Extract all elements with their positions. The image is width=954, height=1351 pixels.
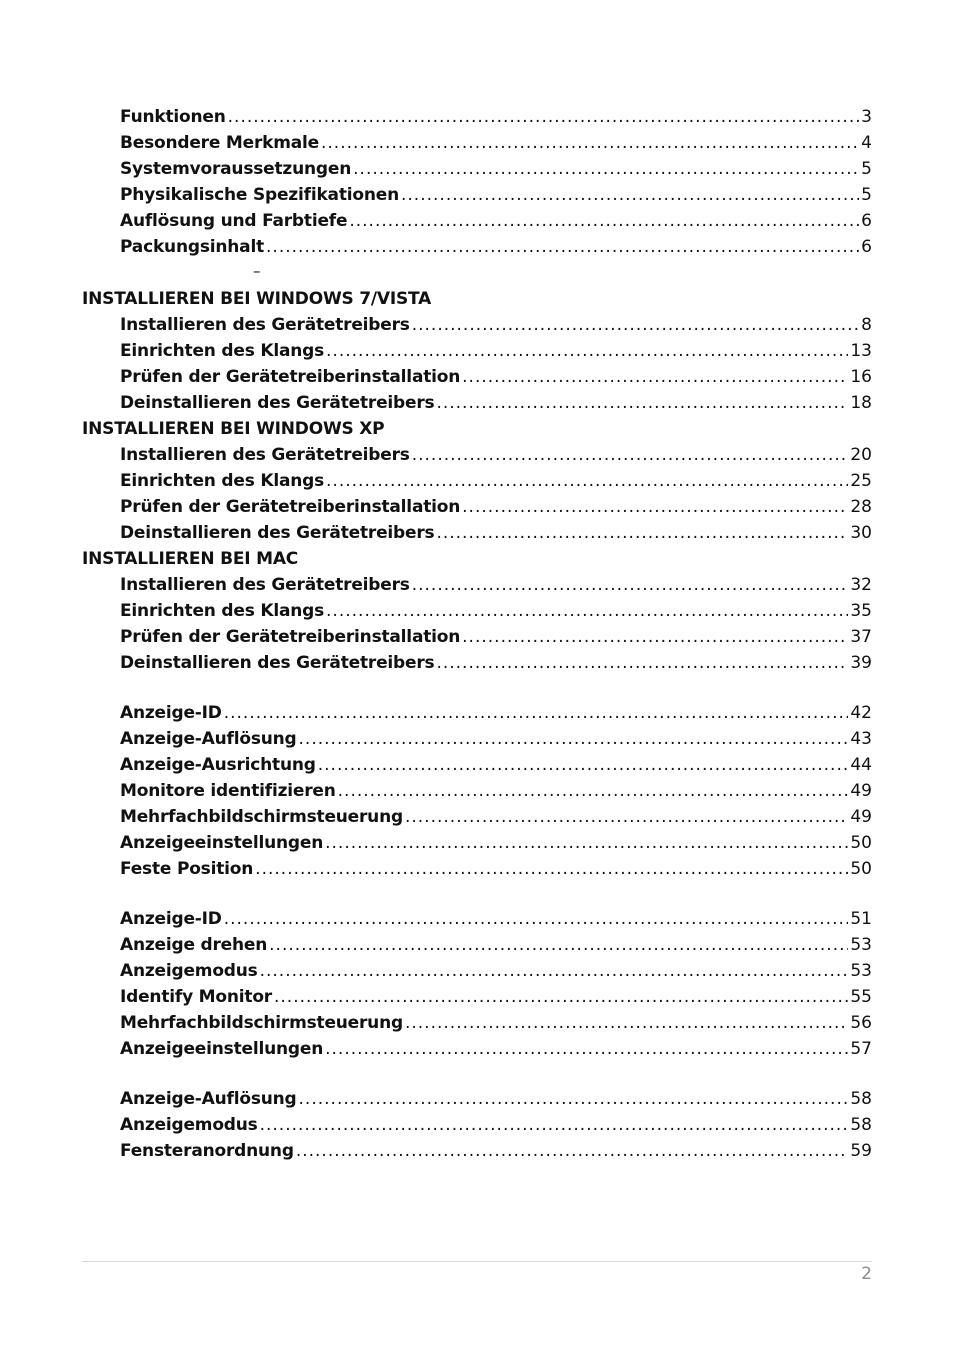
dot-leader [326, 338, 848, 364]
dot-leader [318, 752, 849, 778]
toc-entry[interactable] [0, 1010, 954, 1036]
toc-entry[interactable] [0, 312, 954, 338]
toc-entry-page: 59 [850, 1141, 872, 1161]
toc-entry-title: Installieren des Gerätetreibers [120, 315, 410, 335]
toc-entry-page: 3 [861, 107, 872, 127]
toc-entry[interactable] [0, 1138, 954, 1164]
table-of-contents [0, 104, 954, 1164]
toc-entry-title: Installieren des Gerätetreibers [120, 445, 410, 465]
toc-entry[interactable] [0, 804, 954, 830]
dot-leader [412, 312, 859, 338]
toc-entry[interactable] [0, 572, 954, 598]
toc-entry-title: Mehrfachbildschirmsteuerung [120, 807, 403, 827]
toc-entry[interactable] [0, 364, 954, 390]
toc-entry[interactable] [0, 390, 954, 416]
toc-entry-page: 32 [850, 575, 872, 595]
toc-entry-page: 51 [850, 909, 872, 929]
toc-entry-page: 4 [861, 133, 872, 153]
toc-entry[interactable] [0, 104, 954, 130]
toc-entry-title: Anzeigemodus [120, 961, 258, 981]
dot-leader [325, 830, 848, 856]
toc-entry[interactable] [0, 520, 954, 546]
dot-leader [349, 208, 859, 234]
toc-entry-title: Prüfen der Gerätetreiberinstallation [120, 367, 461, 387]
toc-spacer [0, 676, 954, 700]
page-number: 2 [861, 1264, 872, 1284]
toc-entry[interactable] [0, 130, 954, 156]
dot-leader [260, 958, 849, 984]
toc-entry-title: Anzeige drehen [120, 935, 268, 955]
dot-leader [436, 650, 848, 676]
toc-entry[interactable] [0, 1036, 954, 1062]
toc-entry-title: Physikalische Spezifikationen [120, 185, 399, 205]
dot-leader [266, 234, 859, 260]
toc-entry-page: 6 [861, 237, 872, 257]
toc-entry-title: Deinstallieren des Gerätetreibers [120, 393, 435, 413]
toc-entry-title: Auflösung und Farbtiefe [120, 211, 348, 231]
toc-section-heading-title: INSTALLIEREN BEI WINDOWS 7/VISTA [82, 289, 432, 309]
dot-leader [412, 572, 849, 598]
dash-mark: – [253, 262, 261, 280]
toc-entry-page: 58 [850, 1115, 872, 1135]
toc-entry-page: 5 [861, 159, 872, 179]
toc-entry-title: Deinstallieren des Gerätetreibers [120, 653, 435, 673]
toc-entry[interactable] [0, 726, 954, 752]
footer-divider [82, 1261, 872, 1262]
toc-entry[interactable] [0, 598, 954, 624]
dot-leader [462, 624, 848, 650]
toc-entry-page: 16 [850, 367, 872, 387]
dot-leader [338, 778, 849, 804]
toc-entry-page: 6 [861, 211, 872, 231]
toc-entry-page: 56 [850, 1013, 872, 1033]
toc-entry-page: 8 [861, 315, 872, 335]
dot-leader [325, 1036, 848, 1062]
toc-entry[interactable] [0, 958, 954, 984]
toc-entry[interactable] [0, 984, 954, 1010]
toc-entry-title: Einrichten des Klangs [120, 341, 325, 361]
toc-entry[interactable] [0, 752, 954, 778]
toc-entry-title: Anzeigemodus [120, 1115, 258, 1135]
dot-leader [260, 1112, 849, 1138]
dot-leader [224, 906, 849, 932]
toc-stub-row [0, 260, 954, 286]
toc-entry-title: Anzeigeeinstellungen [120, 833, 324, 853]
toc-entry-page: 28 [850, 497, 872, 517]
toc-entry[interactable] [0, 442, 954, 468]
toc-entry[interactable] [0, 208, 954, 234]
toc-entry-page: 44 [850, 755, 872, 775]
toc-section-heading-title: INSTALLIEREN BEI MAC [82, 549, 299, 569]
dot-leader [401, 182, 859, 208]
toc-entry-title: Einrichten des Klangs [120, 601, 325, 621]
toc-entry-page: 50 [850, 859, 872, 879]
toc-entry-title: Prüfen der Gerätetreiberinstallation [120, 497, 461, 517]
toc-entry-page: 50 [850, 833, 872, 853]
toc-entry-title: Einrichten des Klangs [120, 471, 325, 491]
toc-entry-title: Anzeige-Auflösung [120, 1089, 297, 1109]
dot-leader [353, 156, 859, 182]
toc-entry-title: Anzeige-Auflösung [120, 729, 297, 749]
dot-leader [412, 442, 849, 468]
toc-entry-page: 18 [850, 393, 872, 413]
toc-entry-title: Installieren des Gerätetreibers [120, 575, 410, 595]
toc-entry-title: Anzeige-ID [120, 909, 222, 929]
dot-leader [274, 984, 848, 1010]
toc-entry-page: 5 [861, 185, 872, 205]
dot-leader [436, 520, 848, 546]
dot-leader [228, 104, 860, 130]
dot-leader [405, 804, 848, 830]
dot-leader [321, 130, 859, 156]
toc-entry-title: Deinstallieren des Gerätetreibers [120, 523, 435, 543]
toc-entry-title: Anzeigeeinstellungen [120, 1039, 324, 1059]
toc-entry-title: Besondere Merkmale [120, 133, 319, 153]
toc-entry-page: 57 [850, 1039, 872, 1059]
toc-spacer [0, 1062, 954, 1086]
dot-leader [436, 390, 848, 416]
toc-entry[interactable] [0, 932, 954, 958]
toc-entry-title: Feste Position [120, 859, 254, 879]
toc-entry-title: Prüfen der Gerätetreiberinstallation [120, 627, 461, 647]
toc-entry-page: 30 [850, 523, 872, 543]
toc-entry-title: Funktionen [120, 107, 226, 127]
toc-section-heading[interactable] [0, 546, 954, 572]
dot-leader [224, 700, 849, 726]
toc-entry[interactable] [0, 338, 954, 364]
toc-entry-page: 20 [850, 445, 872, 465]
toc-entry-page: 35 [850, 601, 872, 621]
toc-entry[interactable] [0, 468, 954, 494]
toc-entry-page: 39 [850, 653, 872, 673]
dot-leader [255, 856, 848, 882]
dot-leader [299, 1086, 849, 1112]
dot-leader [462, 494, 848, 520]
toc-entry-page: 42 [850, 703, 872, 723]
toc-section-heading[interactable] [0, 416, 954, 442]
toc-entry[interactable] [0, 856, 954, 882]
dot-leader [326, 468, 848, 494]
toc-entry[interactable] [0, 1112, 954, 1138]
dot-leader [326, 598, 848, 624]
toc-entry-page: 53 [850, 935, 872, 955]
dot-leader [462, 364, 848, 390]
toc-entry-page: 58 [850, 1089, 872, 1109]
toc-entry[interactable] [0, 906, 954, 932]
dot-leader [296, 1138, 849, 1164]
toc-entry-page: 49 [850, 807, 872, 827]
toc-entry[interactable] [0, 156, 954, 182]
toc-entry-page: 37 [850, 627, 872, 647]
toc-entry-page: 53 [850, 961, 872, 981]
toc-entry-title: Mehrfachbildschirmsteuerung [120, 1013, 403, 1033]
toc-entry-title: Fensteranordnung [120, 1141, 294, 1161]
toc-entry-page: 43 [850, 729, 872, 749]
dot-leader [299, 726, 849, 752]
toc-section-heading-title: INSTALLIEREN BEI WINDOWS XP [82, 419, 385, 439]
toc-entry-page: 55 [850, 987, 872, 1007]
toc-entry-page: 25 [850, 471, 872, 491]
toc-entry[interactable] [0, 182, 954, 208]
toc-entry[interactable] [0, 234, 954, 260]
toc-entry-title: Systemvoraussetzungen [120, 159, 352, 179]
dot-leader [405, 1010, 848, 1036]
toc-spacer [0, 882, 954, 906]
toc-entry-title: Monitore identifizieren [120, 781, 336, 801]
toc-entry[interactable] [0, 650, 954, 676]
toc-entry-page: 49 [850, 781, 872, 801]
toc-entry-title: Anzeige-Ausrichtung [120, 755, 316, 775]
toc-entry[interactable] [0, 1086, 954, 1112]
toc-section-heading[interactable] [0, 286, 954, 312]
toc-entry[interactable] [0, 830, 954, 856]
toc-entry-title: Anzeige-ID [120, 703, 222, 723]
toc-entry-title: Identify Monitor [120, 987, 272, 1007]
toc-entry-title: Packungsinhalt [120, 237, 265, 257]
toc-entry[interactable] [0, 778, 954, 804]
toc-entry[interactable] [0, 700, 954, 726]
toc-entry[interactable] [0, 494, 954, 520]
toc-entry[interactable] [0, 624, 954, 650]
toc-entry-page: 13 [850, 341, 872, 361]
dot-leader [269, 932, 848, 958]
